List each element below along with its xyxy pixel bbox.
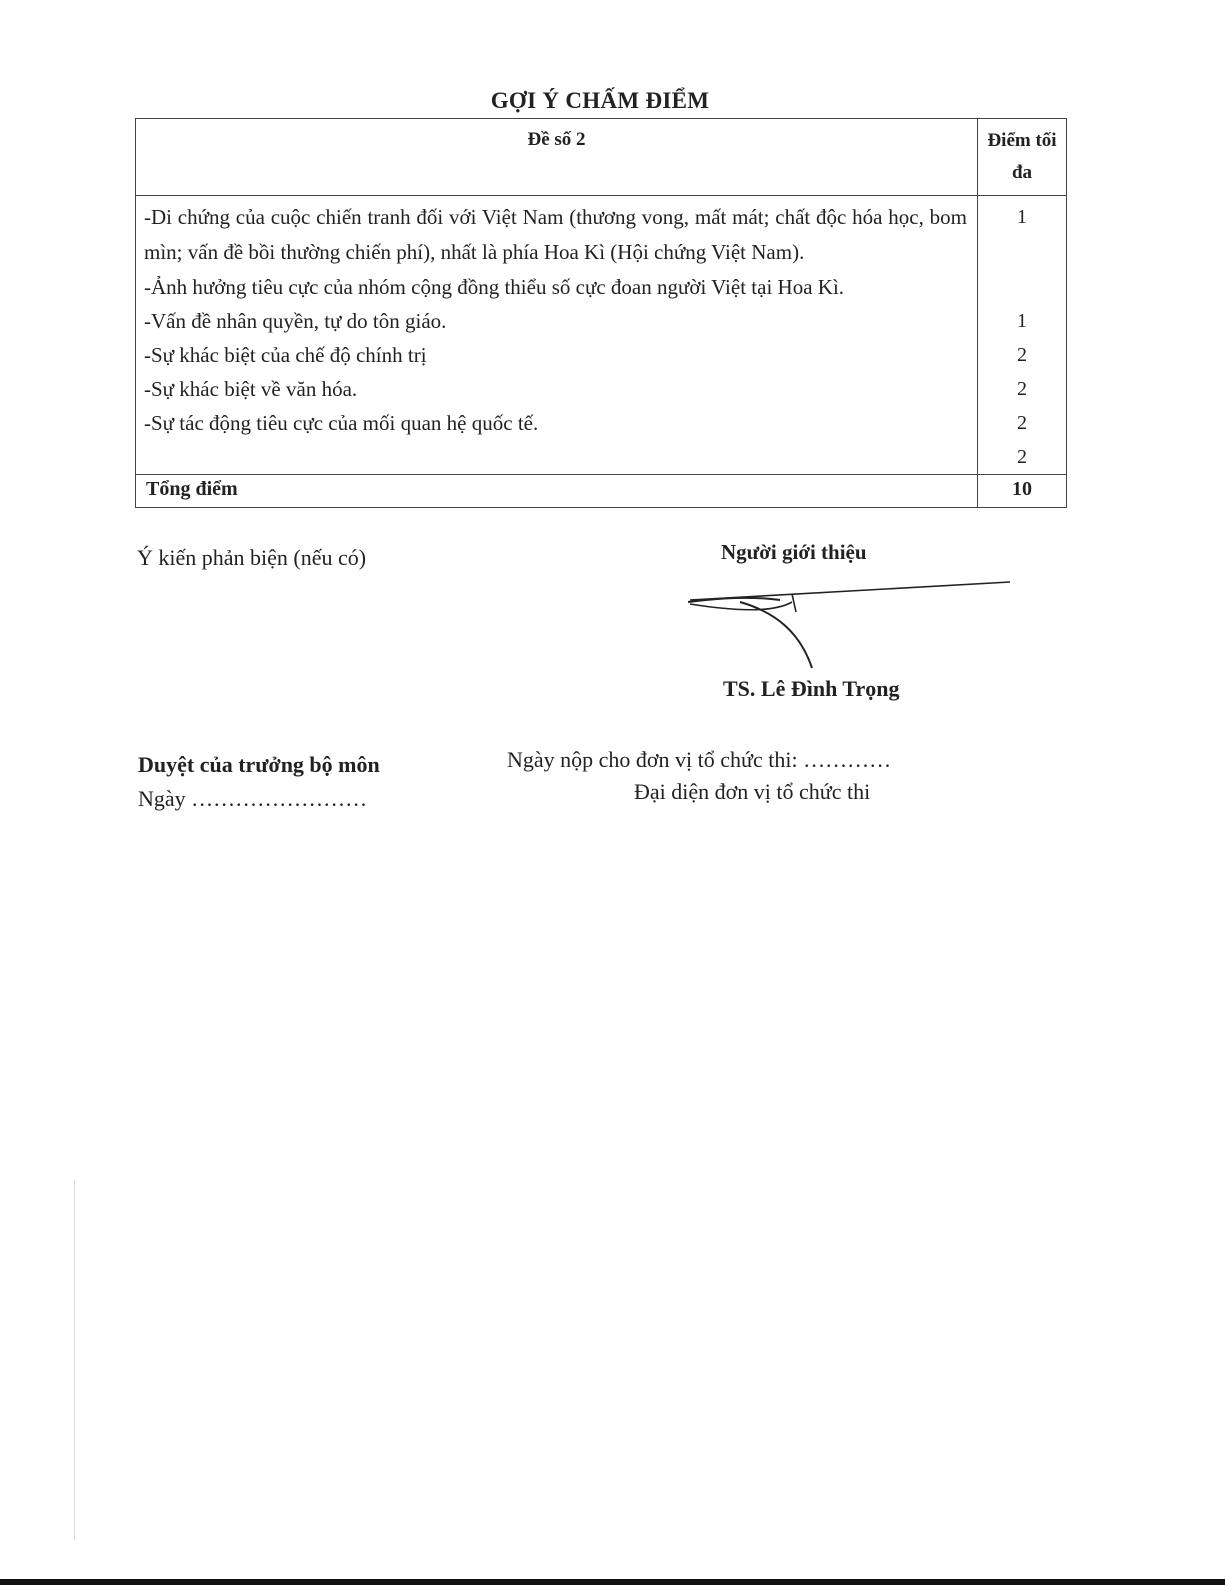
criterion-5: -Sự khác biệt về văn hóa. bbox=[144, 377, 358, 401]
page-title: GỢI Ý CHẤM ĐIỂM bbox=[490, 88, 710, 113]
criterion-1: -Di chứng của cuộc chiến tranh đối với Việt Nam (thương vong, mất mát; chất độc hóa học, bom mìn; vấn đề bồi thường chiến phí), nhất là phía Hoa Kì (Hội chứng Việt Nam). bbox=[144, 205, 967, 264]
grading-table bbox=[135, 118, 1067, 508]
header-max-score: Điểm tối đa bbox=[978, 119, 1067, 196]
score-6: 2 bbox=[1017, 446, 1027, 468]
criterion-4: -Sự khác biệt của chế độ chính trị bbox=[144, 343, 427, 367]
introducer-name: TS. Lê Đình Trọng bbox=[723, 676, 900, 701]
score-1: 1 bbox=[1017, 206, 1027, 228]
organizer-representative: Đại diện đơn vị tổ chức thi bbox=[634, 779, 871, 804]
score-5: 2 bbox=[1017, 412, 1027, 434]
header-criteria: Đề số 2 bbox=[136, 119, 978, 196]
criterion-2: -Ảnh hưởng tiêu cực của nhóm cộng đồng thiểu số cực đoan người Việt tại Hoa Kì. bbox=[144, 275, 845, 299]
introducer-title: Người giới thiệu bbox=[721, 540, 867, 564]
scan-bottom-border bbox=[0, 1579, 1225, 1585]
submission-date: Ngày nộp cho đơn vị tổ chức thi: ………… bbox=[507, 747, 892, 772]
head-approval-label: Duyệt của trưởng bộ môn bbox=[138, 752, 380, 777]
total-row bbox=[136, 475, 1067, 508]
score-3: 2 bbox=[1017, 344, 1027, 366]
score-2: 1 bbox=[1017, 310, 1027, 332]
criteria-cell bbox=[136, 196, 978, 475]
scan-edge bbox=[74, 1180, 75, 1540]
total-label: Tổng điểm bbox=[136, 475, 978, 508]
criterion-3: -Vấn đề nhân quyền, tự do tôn giáo. bbox=[144, 309, 447, 333]
total-value: 10 bbox=[978, 475, 1067, 508]
score-cell bbox=[978, 196, 1067, 475]
review-label: Ý kiến phản biện (nếu có) bbox=[137, 545, 367, 570]
score-4: 2 bbox=[1017, 378, 1027, 400]
criterion-6: -Sự tác động tiêu cực của mối quan hệ quốc tế. bbox=[144, 411, 539, 435]
table-header-row bbox=[136, 119, 1067, 196]
criteria-row bbox=[136, 196, 1067, 475]
head-approval-date: Ngày …………………… bbox=[138, 786, 368, 811]
signature-image bbox=[680, 572, 1020, 672]
